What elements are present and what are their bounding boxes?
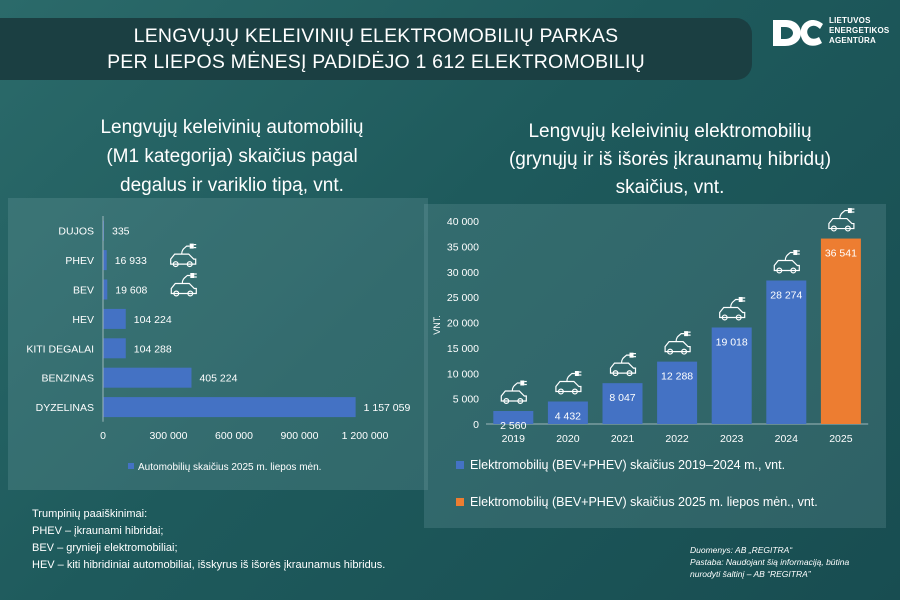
- x-tick-label: 2025: [829, 433, 853, 445]
- legend-swatch-orange: [456, 498, 464, 506]
- source-line1: Duomenys: AB „REGITRA“: [690, 545, 793, 555]
- notes-heading: Trumpinių paaiškinimai:: [32, 508, 148, 520]
- charge-plug: [793, 250, 797, 255]
- right-legend-label-2: Elektromobilių (BEV+PHEV) skaičius 2025 m. liepos mėn., vnt.: [470, 495, 818, 509]
- right-legend-label-1: Elektromobilių (BEV+PHEV) skaičius 2019–2024 m., vnt.: [470, 458, 786, 472]
- source-line3: nurodyti šaltinį – AB “REGITRA”: [690, 569, 811, 579]
- y-tick-label: 5 000: [452, 393, 479, 406]
- charge-cable: [840, 211, 848, 219]
- left-chart-title-line1: Lengvųjų keleivinių automobilių: [100, 117, 364, 138]
- data-label: 8 047: [609, 392, 636, 405]
- left-chart-title-line2: (M1 kategorija) skaičius pagal: [106, 146, 358, 167]
- left-chart-title-line3: degalus ir variklio tipą, vnt.: [120, 175, 344, 196]
- charge-plug: [848, 208, 852, 213]
- source-note: [690, 544, 849, 580]
- abbreviation-notes: [32, 506, 385, 574]
- charge-plug: [684, 331, 688, 336]
- x-tick-label: 2022: [665, 433, 689, 445]
- x-tick-label: 2024: [774, 433, 798, 445]
- data-label: 36 541: [824, 247, 857, 260]
- charge-cable: [567, 374, 575, 382]
- notes-line1: PHEV – įkraunami hibridai;: [32, 525, 164, 537]
- logo-line2: ENERGETIKOS: [829, 26, 890, 35]
- charge-cable: [731, 299, 739, 307]
- y-tick-label: BENZINAS: [41, 372, 94, 385]
- data-label: 405 224: [199, 372, 238, 385]
- data-label: 1 157 059: [363, 402, 411, 415]
- data-label: 335: [112, 225, 130, 238]
- y-tick-label: 0: [473, 419, 479, 431]
- x-tick-label: 2020: [556, 433, 580, 445]
- y-tick-label: 10 000: [446, 368, 479, 381]
- data-label: 28 274: [770, 289, 803, 302]
- car-icon: [665, 331, 691, 354]
- y-tick-label: 25 000: [446, 292, 479, 305]
- x-tick-label: 2021: [610, 433, 635, 445]
- charge-plug: [575, 371, 579, 376]
- y-tick-label: PHEV: [65, 255, 94, 268]
- x-tick-label: 2023: [720, 433, 744, 445]
- charge-cable: [676, 334, 684, 342]
- y-tick-label: KITI DEGALAI: [26, 343, 94, 356]
- x-tick-label: 300 000: [149, 430, 188, 442]
- data-label: 2 560: [500, 420, 527, 433]
- y-tick-label: 40 000: [446, 216, 479, 228]
- car-icon: [556, 371, 582, 394]
- right-chart-title-line3: skaičius, vnt.: [615, 177, 725, 198]
- car-icon: [501, 381, 527, 404]
- source-line2: Pastaba: Naudojant šią informaciją, būtina: [690, 557, 850, 567]
- y-tick-label: 15 000: [446, 342, 479, 355]
- header-title-line2: PER LIEPOS MĖNESĮ PADIDĖJO 1 612 ELEKTROMOBILIŲ: [107, 51, 645, 73]
- x-tick-label: 600 000: [215, 430, 253, 442]
- y-tick-label: 35 000: [446, 241, 479, 254]
- y-axis-title: VNT.: [432, 315, 442, 335]
- y-tick-label: DYZELINAS: [35, 402, 94, 415]
- data-label: 19 608: [115, 284, 148, 297]
- data-label: 12 288: [661, 370, 694, 383]
- charge-cable: [512, 383, 520, 391]
- right-legend-item-2: [456, 495, 818, 509]
- legend-swatch-blue: [456, 461, 464, 469]
- charge-plug: [520, 381, 524, 386]
- legend-label: Automobilių skaičius 2025 m. liepos mėn.: [138, 462, 322, 473]
- y-tick-label: BEV: [72, 284, 94, 297]
- notes-line2: BEV – grynieji elektromobiliai;: [32, 542, 178, 554]
- x-tick-label: 0: [100, 430, 106, 442]
- car-icon: [774, 250, 800, 273]
- y-tick-label: 20 000: [446, 317, 479, 330]
- right-chart-title-line2: (grynųjų ir iš išorės įkraunamų hibridų): [508, 149, 832, 170]
- data-label: 19 018: [715, 336, 748, 349]
- right-chart-title-line1: Lengvųjų keleivinių elektromobilių: [528, 121, 812, 142]
- logo-line3: AGENTŪRA: [829, 36, 876, 45]
- header-title-line1: LENGVŲJŲ KELEIVINIŲ ELEKTROMOBILIŲ PARKAS: [133, 25, 619, 47]
- charge-plug: [739, 297, 743, 302]
- car-icon: [829, 208, 855, 231]
- y-tick-label: 30 000: [446, 266, 479, 279]
- y-tick-label: HEV: [72, 313, 94, 326]
- data-label: 16 933: [114, 255, 147, 268]
- charge-plug: [630, 353, 634, 358]
- x-tick-label: 1 200 000: [341, 430, 389, 442]
- bar: [821, 239, 861, 424]
- charge-cable: [785, 253, 793, 261]
- notes-line3: HEV – kiti hibridiniai automobiliai, išskyrus iš išorės įkraunamus hibridus.: [32, 559, 386, 571]
- x-tick-label: 900 000: [280, 430, 319, 442]
- car-icon: [611, 353, 637, 376]
- y-tick-label: DUJOS: [58, 225, 94, 238]
- x-tick-label: 2019: [501, 433, 525, 445]
- logo-line1: LIETUVOS: [829, 16, 871, 25]
- charge-cable: [622, 355, 630, 363]
- data-label: 4 432: [554, 410, 582, 423]
- data-label: 104 288: [133, 343, 172, 356]
- right-legend-item-1: [456, 458, 785, 472]
- data-label: 104 224: [133, 313, 172, 326]
- bar: [766, 281, 806, 424]
- car-icon: [720, 297, 746, 320]
